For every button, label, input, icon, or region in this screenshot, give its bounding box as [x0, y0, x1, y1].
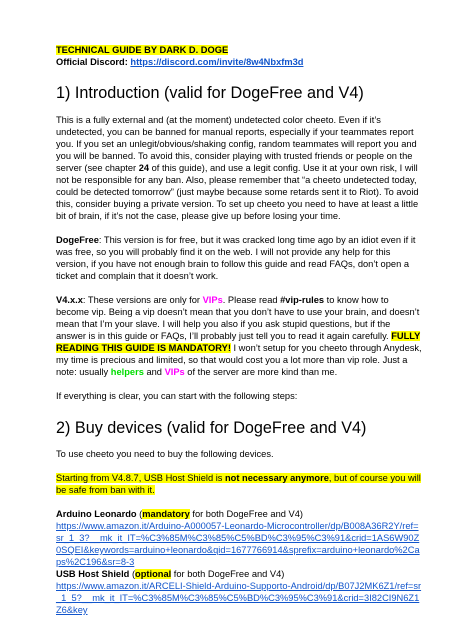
shield-link[interactable]: https://www.amazon.it/ARCELI-Shield-Arduino-Supporto-Android/dp/B07J2MK6Z1/ref=sr_1_5?__mk_it_IT=%C3%85M%C3%85%C5%BD%C3%95%C3%91&crid=3I82CI9N6Z1Z6&key [56, 581, 422, 615]
mandatory-notice: FULLY READING THIS GUIDE IS MANDATORY! [56, 331, 421, 353]
discord-line: Official Discord: https://discord.com/invite/8w4Nbxfm3d [56, 57, 304, 67]
leonardo-link[interactable]: https://www.amazon.it/Arduino-A000057-Leonardo-Microcontroller/dp/B008A36R2Y/ref=sr_1_3?__mk_it_IT=%C3%85M%C3%85%C5%BD%C3%95%C3%91&crid=1AS6W90Z0SQEI&keywords=arduino+leonardo&qid=1677766914&sprefix=arduino+leonardo%2Caps%2C196&sr=8-3 [56, 521, 420, 567]
section1-heading: 1) Introduction (valid for DogeFree and V4) [56, 84, 364, 102]
leonardo-item: Arduino Leonardo (mandatory for both DogeFree and V4) [56, 509, 303, 519]
dogefree-paragraph: DogeFree: This version is for free, but it was cracked long time ago by an idiot even if it was free, so you will probably find it on the web. I will not provide any help for this version, if you have not enough brain to follow this guide and read FAQs, don’t open a ticket and complain that it doesn’t work. [56, 235, 416, 281]
intro-paragraph: This is a fully external and (at the moment) undetected color cheeto. Even if it’s undetected, you can be banned for manual reports, especially if your teammates report you. If you set an unlegit/obvious/shaking config, random teammates will report you and you will be banned. To avoid this, consider playing with trusted friends or people on the server (see chapter 24 of this guide), and use a legit config. Use it at your own risk, I will not be responsible for any ban. Also, please remember that “a cheeto undetected today, could be detected tomorrow” (just maybe because some retards sent it to Riot). To avoid this, consider buying a private version. To set up cheeto you need to have at least a little bit of brain, if it’s not the case, please give up before losing your time. [56, 115, 419, 221]
discord-link[interactable]: https://discord.com/invite/8w4Nbxfm3d [130, 57, 304, 67]
guide-title: TECHNICAL GUIDE BY DARK D. DOGE [56, 45, 229, 55]
usb-shield-notice: Starting from V4.8.7, USB Host Shield is not necessary anymore, but of course you will be safe from ban with it. [56, 473, 421, 495]
closing-paragraph: If everything is clear, you can start with the following steps: [56, 391, 298, 401]
document-content [56, 44, 422, 616]
shield-item: USB Host Shield (optional for both DogeFree and V4) [56, 569, 285, 579]
devices-intro: To use cheeto you need to buy the following devices. [56, 449, 274, 459]
section2-heading: 2) Buy devices (valid for DogeFree and V4) [56, 419, 367, 437]
optional-tag: optional [135, 569, 172, 579]
mandatory-tag: mandatory [142, 509, 190, 519]
v4-paragraph: V4.x.x: These versions are only for VIPs. Please read #vip-rules to know how to become vip. Being a vip doesn’t mean that you don’t have to use your brain, and doesn’t mean that I’m your slave. I will help you also if you ask stupid questions, but if the answer is in this guide or FAQs, I’ll probably just tell you to read it again carefully. FULLY READING THIS GUIDE IS MANDATORY! I won’t setup for you cheeto through Anydesk, my time is precious and limited, so that would cost you a lot more than vip role. Just a note: usually helpers and VIPs of the server are more kind than me. [56, 295, 422, 377]
